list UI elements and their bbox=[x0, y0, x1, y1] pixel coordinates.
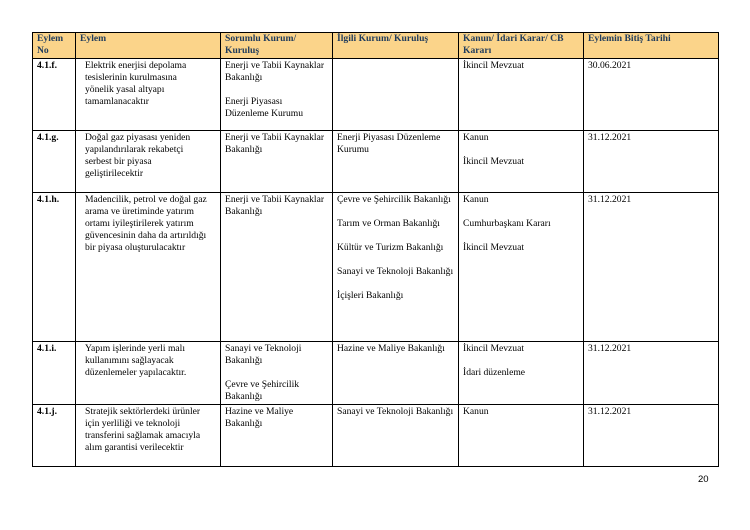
related-line: Çevre ve Şehircilik Bakanlığı bbox=[337, 194, 451, 205]
related-line: Kültür ve Turizm Bakanlığı bbox=[337, 242, 444, 253]
law-line: Kanun bbox=[463, 406, 489, 417]
cell-related bbox=[333, 131, 459, 193]
action-line: tesislerinin kurulmasına bbox=[85, 72, 177, 83]
law-line: İdari düzenleme bbox=[463, 367, 526, 378]
law-line: Kanun bbox=[463, 194, 489, 205]
action-line: yapılandırılarak rekabetçi bbox=[85, 144, 184, 155]
table-row bbox=[33, 131, 719, 193]
cell-responsible bbox=[221, 131, 333, 193]
law-line: İkincil Mevzuat bbox=[463, 242, 525, 253]
cell-action bbox=[76, 131, 221, 193]
action-line: düzenlemeler yapılacaktır. bbox=[85, 367, 187, 378]
action-line: için yerliliği ve teknoloji bbox=[85, 418, 181, 429]
cell-end-date: 31.12.2021 bbox=[584, 342, 719, 405]
related-line: İçişleri Bakanlığı bbox=[337, 290, 404, 301]
cell-related bbox=[333, 59, 459, 131]
action-line: ortamı iyileştirilerek yatırım bbox=[85, 218, 194, 229]
table-row bbox=[33, 342, 719, 405]
responsible-line: Enerji Piyasası Düzenleme Kurumu bbox=[225, 96, 304, 119]
table-row bbox=[33, 193, 719, 342]
cell-end-date: 31.12.2021 bbox=[584, 405, 719, 467]
responsible-line: Sanayi ve Teknoloji Bakanlığı bbox=[225, 343, 302, 366]
cell-law bbox=[459, 193, 584, 342]
cell-end-date: 31.12.2021 bbox=[584, 193, 719, 342]
related-line: Hazine ve Maliye Bakanlığı bbox=[337, 343, 445, 354]
cell-law bbox=[459, 342, 584, 405]
cell-action bbox=[76, 59, 221, 131]
action-line: Doğal gaz piyasası yeniden bbox=[85, 132, 191, 143]
table-row bbox=[33, 59, 719, 131]
cell-action-no: 4.1.f. bbox=[33, 59, 76, 131]
cell-law bbox=[459, 405, 584, 467]
responsible-line: Çevre ve Şehircilik Bakanlığı bbox=[225, 379, 300, 402]
responsible-line: Enerji ve Tabii Kaynaklar Bakanlığı bbox=[225, 60, 325, 83]
action-line: arama ve üretiminde yatırım bbox=[85, 206, 194, 217]
responsible-line: Enerji ve Tabii Kaynaklar Bakanlığı bbox=[225, 194, 325, 217]
action-line: Yapım işlerinde yerli malı bbox=[85, 343, 186, 354]
responsible-line: Hazine ve Maliye Bakanlığı bbox=[225, 406, 294, 429]
cell-related bbox=[333, 405, 459, 467]
cell-end-date: 30.06.2021 bbox=[584, 59, 719, 131]
action-line: Stratejik sektörlerdeki ürünler bbox=[85, 406, 201, 417]
action-line: yönelik yasal altyapı bbox=[85, 84, 165, 95]
page-number: 20 bbox=[698, 474, 709, 485]
header-related: İlgili Kurum/ Kuruluş bbox=[333, 33, 459, 59]
action-plan-table bbox=[32, 32, 719, 467]
cell-related bbox=[333, 342, 459, 405]
cell-action bbox=[76, 342, 221, 405]
action-line: serbest bir piyasa bbox=[85, 156, 152, 167]
header-responsible: Sorumlu Kurum/ Kuruluş bbox=[221, 33, 333, 59]
cell-action-no: 4.1.h. bbox=[33, 193, 76, 342]
cell-responsible bbox=[221, 405, 333, 467]
law-line: Kanun bbox=[463, 132, 489, 143]
action-line: Madencilik, petrol ve doğal gaz bbox=[85, 194, 207, 205]
action-line: alım garantisi verilecektir bbox=[85, 442, 184, 453]
header-end-date: Eylemin Bitiş Tarihi bbox=[584, 33, 719, 59]
action-line: kullanımını sağlayacak bbox=[85, 355, 174, 366]
related-line: Tarım ve Orman Bakanlığı bbox=[337, 218, 440, 229]
law-line: İkincil Mevzuat bbox=[463, 156, 525, 167]
related-line: Sanayi ve Teknoloji Bakanlığı bbox=[337, 406, 454, 417]
related-line: Enerji Piyasası Düzenleme Kurumu bbox=[337, 132, 441, 155]
cell-action bbox=[76, 405, 221, 467]
cell-action bbox=[76, 193, 221, 342]
cell-responsible bbox=[221, 342, 333, 405]
action-line: bir piyasa oluşturulacaktır bbox=[85, 242, 186, 253]
cell-end-date: 31.12.2021 bbox=[584, 131, 719, 193]
header-action: Eylem bbox=[76, 33, 221, 59]
law-line: İkincil Mevzuat bbox=[463, 60, 525, 71]
header-law: Kanun/ İdari Karar/ CB Kararı bbox=[459, 33, 584, 59]
cell-related bbox=[333, 193, 459, 342]
cell-action-no: 4.1.j. bbox=[33, 405, 76, 467]
action-line: tamamlanacaktır bbox=[85, 96, 149, 107]
action-line: geliştirilecektir bbox=[85, 168, 144, 179]
table-row bbox=[33, 405, 719, 467]
action-line: transferini sağlamak amacıyla bbox=[85, 430, 201, 441]
cell-law bbox=[459, 131, 584, 193]
header-action-no: Eylem No bbox=[33, 33, 76, 59]
cell-law bbox=[459, 59, 584, 131]
cell-action-no: 4.1.g. bbox=[33, 131, 76, 193]
law-line: Cumhurbaşkanı Kararı bbox=[463, 218, 551, 229]
action-line: Elektrik enerjisi depolama bbox=[85, 60, 187, 71]
cell-responsible bbox=[221, 59, 333, 131]
cell-action-no: 4.1.i. bbox=[33, 342, 76, 405]
related-line: Sanayi ve Teknoloji Bakanlığı bbox=[337, 266, 454, 277]
cell-responsible bbox=[221, 193, 333, 342]
law-line: İkincil Mevzuat bbox=[463, 343, 525, 354]
responsible-line: Enerji ve Tabii Kaynaklar Bakanlığı bbox=[225, 132, 325, 155]
table-header-row bbox=[33, 33, 719, 59]
action-line: güvencesinin daha da artırıldığı bbox=[85, 230, 207, 241]
